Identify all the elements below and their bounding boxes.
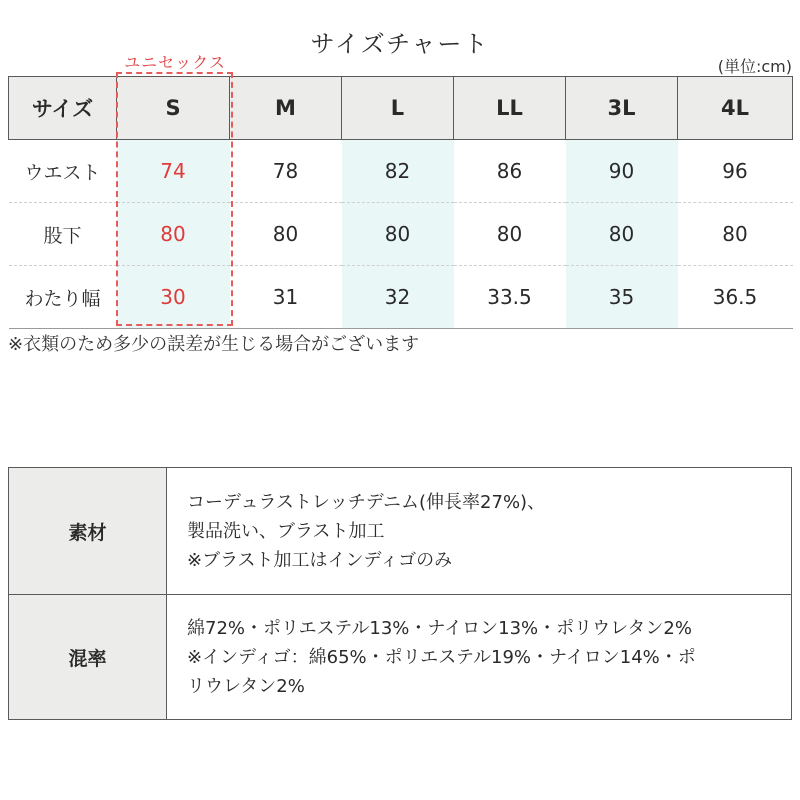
size-header-cell: M	[230, 77, 342, 140]
table-cell: 86	[454, 140, 566, 203]
table-cell: 30	[117, 266, 230, 329]
table-cell: 80	[117, 203, 230, 266]
blend-value	[167, 595, 792, 720]
table-cell: 35	[566, 266, 678, 329]
size-header-cell: L	[342, 77, 454, 140]
table-cell: 90	[566, 140, 678, 203]
size-header-cell: 4L	[678, 77, 793, 140]
spec-table	[8, 467, 792, 720]
blend-line: ※インディゴ：綿65%・ポリエステル19%・ナイロン14%・ポ	[187, 646, 696, 668]
size-header-cell: LL	[454, 77, 566, 140]
table-cell: 96	[678, 140, 793, 203]
table-cell: 32	[342, 266, 454, 329]
unisex-label: ユニセックス	[124, 53, 226, 72]
spec-row-blend	[9, 595, 792, 720]
table-row	[9, 203, 793, 266]
page-title: サイズチャート	[310, 30, 490, 58]
row-label: ウエスト	[9, 140, 117, 203]
table-cell: 80	[230, 203, 342, 266]
unit-label: (単位:cm)	[717, 57, 792, 76]
table-row	[9, 140, 793, 203]
row-label: 股下	[9, 203, 117, 266]
material-line: コーデュラストレッチデニム(伸長率27%)、	[187, 491, 546, 513]
table-cell: 36.5	[678, 266, 793, 329]
table-cell: 80	[342, 203, 454, 266]
material-line: 製品洗い、ブラスト加工	[187, 520, 385, 542]
table-cell: 82	[342, 140, 454, 203]
table-cell: 74	[117, 140, 230, 203]
size-header-cell: 3L	[566, 77, 678, 140]
size-chart-table	[8, 76, 793, 329]
material-label: 素材	[9, 468, 167, 595]
size-header-corner: サイズ	[9, 77, 117, 140]
size-header-cell: S	[117, 77, 230, 140]
table-cell: 78	[230, 140, 342, 203]
table-cell: 80	[454, 203, 566, 266]
spec-row-material	[9, 468, 792, 595]
material-line: ※ブラスト加工はインディゴのみ	[187, 549, 453, 571]
table-row	[9, 266, 793, 329]
blend-label: 混率	[9, 595, 167, 720]
size-header-row	[9, 77, 793, 140]
disclaimer-note: ※衣類のため多少の誤差が生じる場合がございます	[8, 334, 420, 355]
table-cell: 80	[678, 203, 793, 266]
table-cell: 33.5	[454, 266, 566, 329]
table-cell: 31	[230, 266, 342, 329]
table-cell: 80	[566, 203, 678, 266]
material-value	[167, 468, 792, 595]
row-label: わたり幅	[9, 266, 117, 329]
blend-line: 綿72%・ポリエステル13%・ナイロン13%・ポリウレタン2%	[187, 617, 692, 639]
blend-line: リウレタン2%	[187, 675, 305, 697]
